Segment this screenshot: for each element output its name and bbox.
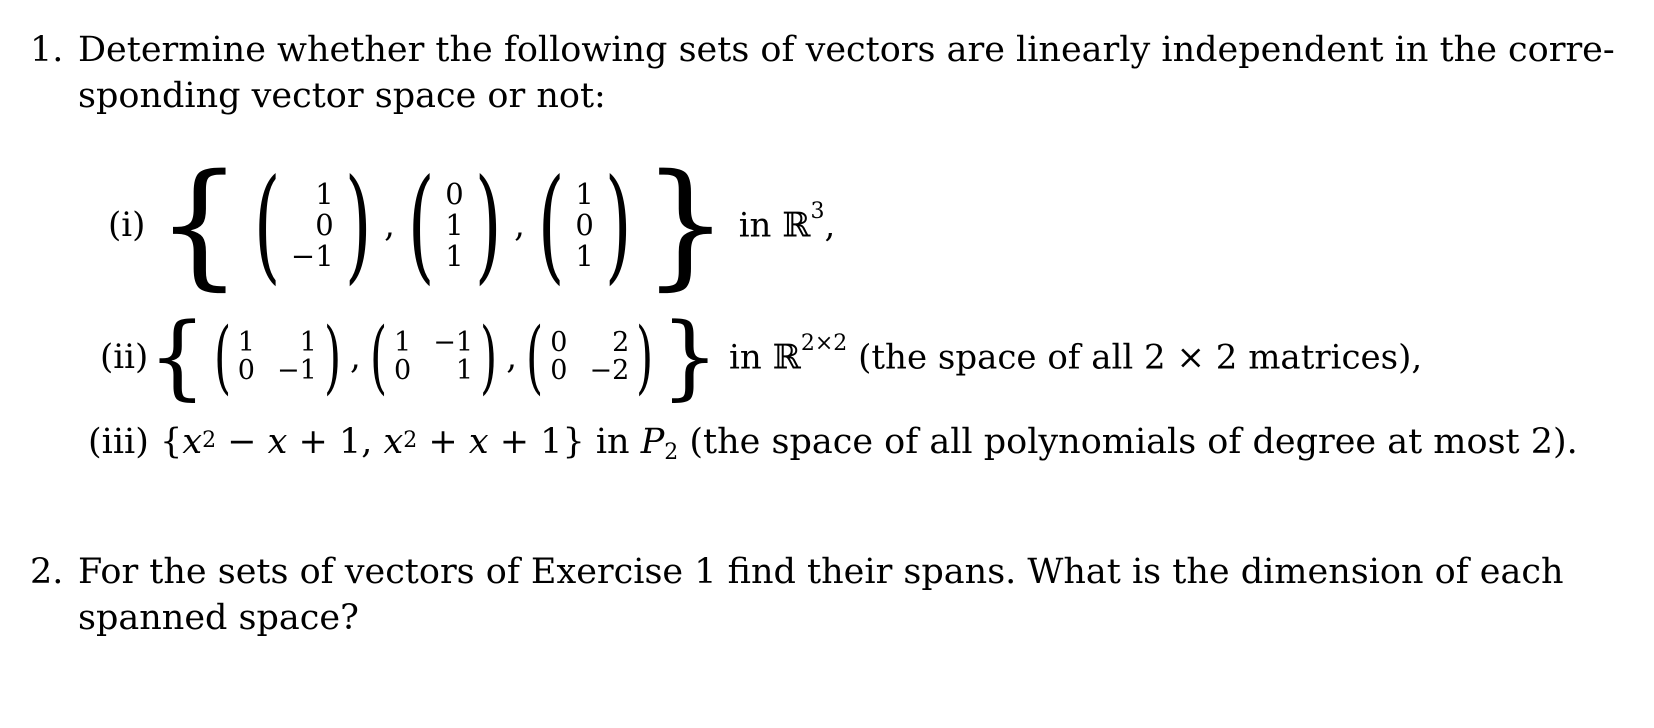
exercise-1-text-line-2: sponding vector space or not:: [78, 76, 606, 116]
item-ii-label: (ii): [100, 337, 149, 377]
exercise-2-number: 2.: [30, 552, 64, 592]
vector-3: 1 0 1: [575, 176, 594, 273]
item-ii: [100, 303, 1423, 410]
right-brace: }: [660, 303, 720, 410]
polynomial-set: {$x^2 - x + 1$, $x^2 + x + 1$}: [160, 422, 585, 462]
polynomial-space: P: [640, 422, 665, 462]
exercise-1-line-2: [78, 74, 606, 118]
left-brace: {: [148, 303, 207, 410]
exercise-1-number: 1.: [30, 30, 64, 70]
vector-set: { ( 1 0 −1 ) , ( 0 1 1 ) , ( 1 0 1 ) }: [156, 146, 729, 304]
matrix-1: 1 1 0 −1: [237, 327, 317, 386]
item-i-label: (i): [108, 205, 146, 245]
exercise-2-line-2: [78, 596, 359, 640]
vector-1: 1 0 −1: [290, 176, 334, 273]
left-brace: {: [156, 146, 243, 304]
exercise-2-text-line-2: spanned space?: [78, 598, 359, 638]
right-brace: }: [642, 146, 729, 304]
matrix-2: 1 −1 0 1: [394, 327, 474, 386]
item-iii-label: (iii): [88, 422, 149, 462]
vector-2: 0 1 1: [445, 176, 464, 273]
item-ii-space: in ℝ$^{2\times 2}$ (the space of all 2 × 2 matrices),: [729, 330, 1423, 378]
item-i: [108, 146, 836, 304]
matrix-set: { ( 1 1 0 −1 ) , ( 1 −1 0 1 ) , ( 0 2 0 −2 ) }: [148, 303, 720, 410]
matrix-3: 0 2 0 −2: [550, 327, 630, 386]
item-iii: (iii) {$x^2 - x + 1$, $x^2 + x + 1$} in $P_2$ (the space of all polynomials of degree at most 2).: [88, 422, 1578, 465]
exercise-2-text-line-1: For the sets of vectors of Exercise 1 find their spans. What is the dimension of each: [78, 552, 1564, 592]
exercise-1-text-line-1: Determine whether the following sets of vectors are linearly independent in the corre-: [78, 30, 1615, 70]
item-i-space: in ℝ$^3$,: [738, 198, 836, 246]
